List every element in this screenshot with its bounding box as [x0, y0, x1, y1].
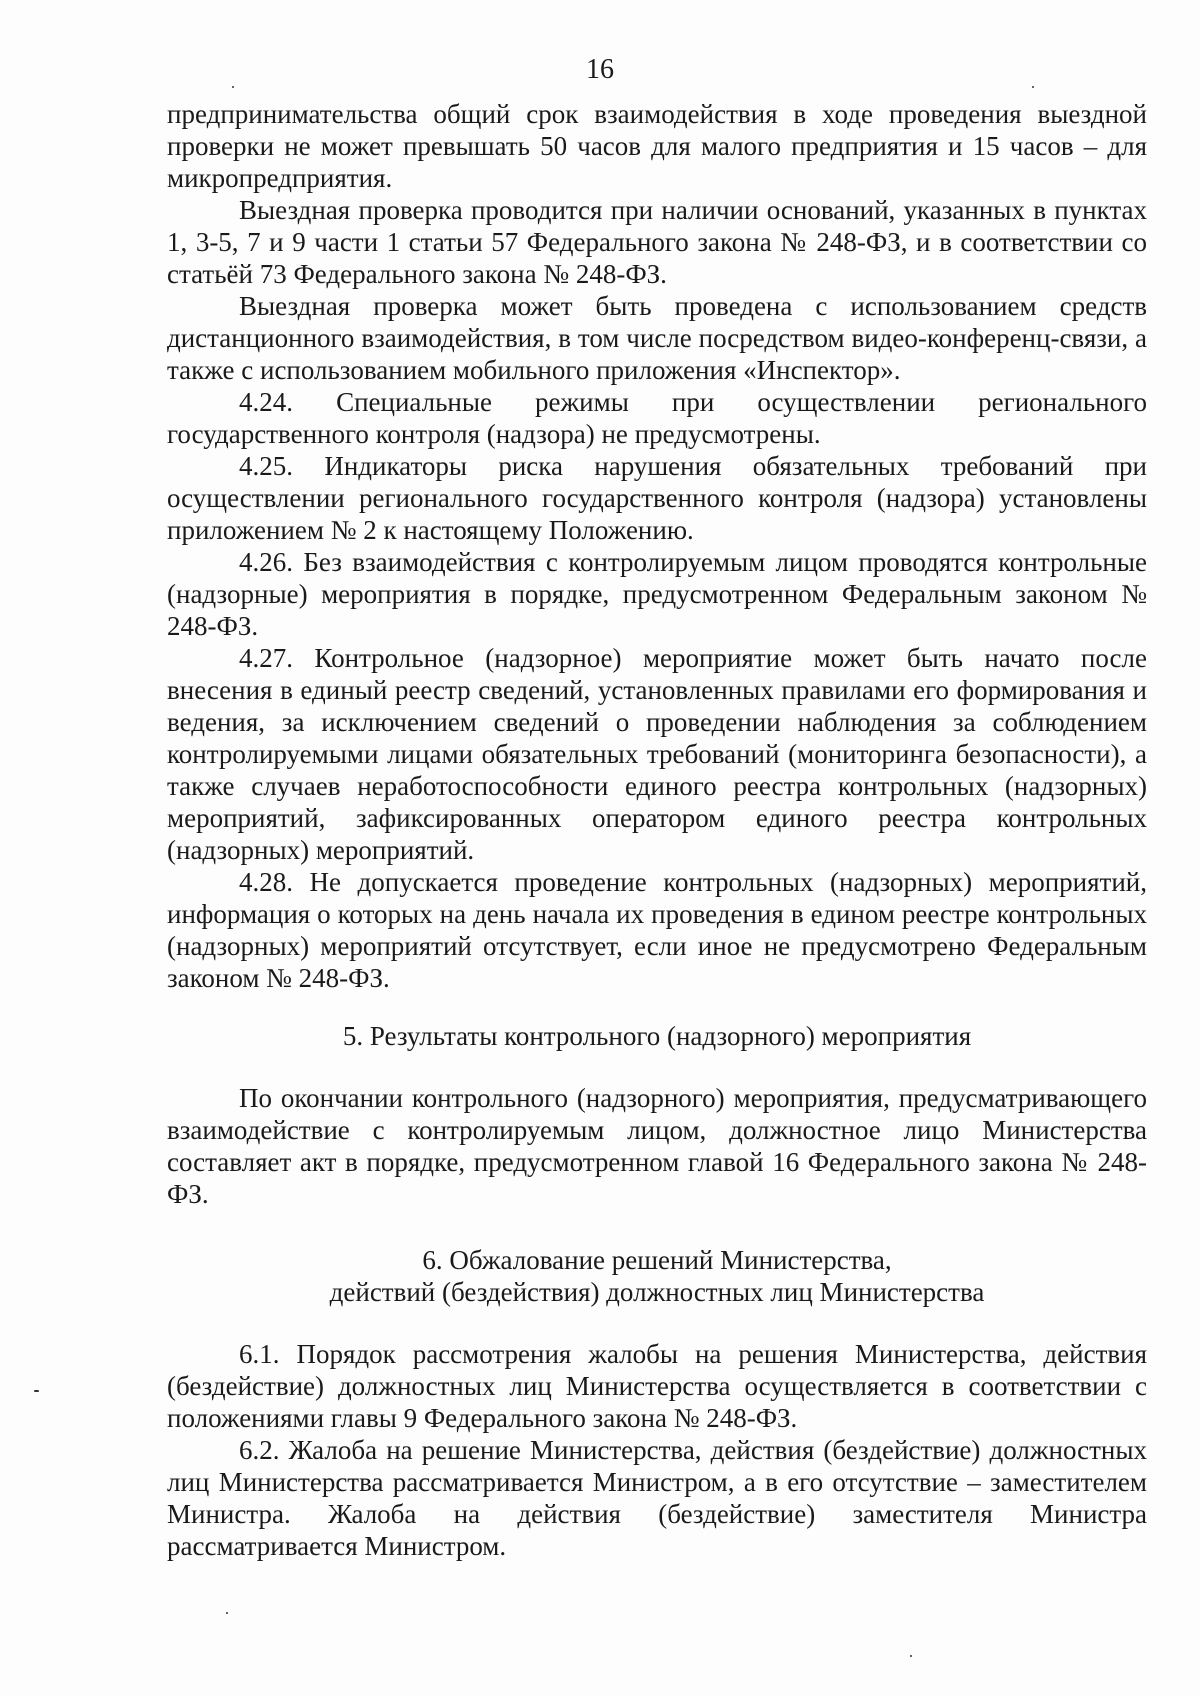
- paragraph-section-5: По окончании контрольного (надзорного) мероприятия, предусматривающего взаимодействие с контролируемым лицом, должностное лицо Министерства составляет акт в порядке, предусмотренном главой 16 Федерального закона № 248-ФЗ.: [167, 1083, 1147, 1209]
- page-number: 16: [586, 54, 614, 85]
- scan-speck: [1032, 86, 1034, 88]
- section-6-title-line-1: 6. Обжалование решений Министерства,: [422, 1245, 892, 1275]
- paragraph-4-26: 4.26. Без взаимодействия с контролируемым лицом проводятся контрольные (надзорные) мероприятия в порядке, предусмотренном Федеральным законом № 248-ФЗ.: [167, 547, 1147, 641]
- scan-speck: [232, 86, 234, 88]
- paragraph-continuation: предпринимательства общий срок взаимодействия в ходе проведения выездной проверки не может превышать 50 часов для малого предприятия и 15 часов – для микропредприятия.: [167, 99, 1147, 193]
- section-5-title: 5. Результаты контрольного (надзорного) мероприятия: [342, 1021, 972, 1051]
- paragraph-4-24: 4.24. Специальные режимы при осуществлении регионального государственного контроля (надзора) не предусмотрены.: [167, 387, 1147, 449]
- paragraph-onsite-inspection-grounds: Выездная проверка проводится при наличии оснований, указанных в пунктах 1, 3-5, 7 и 9 части 1 статьи 57 Федерального закона № 248-ФЗ, и в соответствии со статьёй 73 Федерального закона № 248-ФЗ.: [167, 195, 1147, 289]
- section-6-heading: [167, 1244, 1147, 1308]
- paragraph-4-27: 4.27. Контрольное (надзорное) мероприятие может быть начато после внесения в единый реестр сведений, установленных правилами его формирования и ведения, за исключением сведений о проведении наблюдения за соблюдением контролируемыми лицами обязательных требований (мониторинга безопасности), а также случаев неработоспособности единого реестра контрольных (надзорных) мероприятий, зафиксированных оператором единого реестра контрольных (надзорных) мероприятий.: [167, 643, 1147, 865]
- scan-speck: [34, 1390, 39, 1392]
- paragraph-6-2: 6.2. Жалоба на решение Министерства, действия (бездействие) должностных лиц Министерства рассматривается Министром, а в его отсутствие – заместителем Министра. Жалоба на действия (бездействие) заместителя Министра рассматривается Министром.: [167, 1435, 1147, 1561]
- section-6-title-line-2: действий (бездействия) должностных лиц Министерства: [329, 1277, 985, 1307]
- paragraph-remote-inspection: Выездная проверка может быть проведена с использованием средств дистанционного взаимодействия, в том числе посредством видео-конференц-связи, а также с использованием мобильного приложения «Инспектор».: [167, 291, 1147, 385]
- document-body: [167, 98, 1147, 1562]
- scan-speck: [226, 1612, 228, 1614]
- paragraph-4-28: 4.28. Не допускается проведение контрольных (надзорных) мероприятий, информация о которых на день начала их проведения в едином реестре контрольных (надзорных) мероприятий отсутствует, если иное не предусмотрено Федеральным законом № 248-ФЗ.: [167, 867, 1147, 993]
- paragraph-4-25: 4.25. Индикаторы риска нарушения обязательных требований при осуществлении регионального государственного контроля (надзора) установлены приложением № 2 к настоящему Положению.: [167, 451, 1147, 545]
- scan-speck: [910, 1655, 912, 1657]
- paragraph-6-1: 6.1. Порядок рассмотрения жалобы на решения Министерства, действия (бездействие) должностных лиц Министерства осуществляется в соответствии с положениями главы 9 Федерального закона № 248-ФЗ.: [167, 1339, 1147, 1433]
- section-5-heading: [167, 1020, 1147, 1052]
